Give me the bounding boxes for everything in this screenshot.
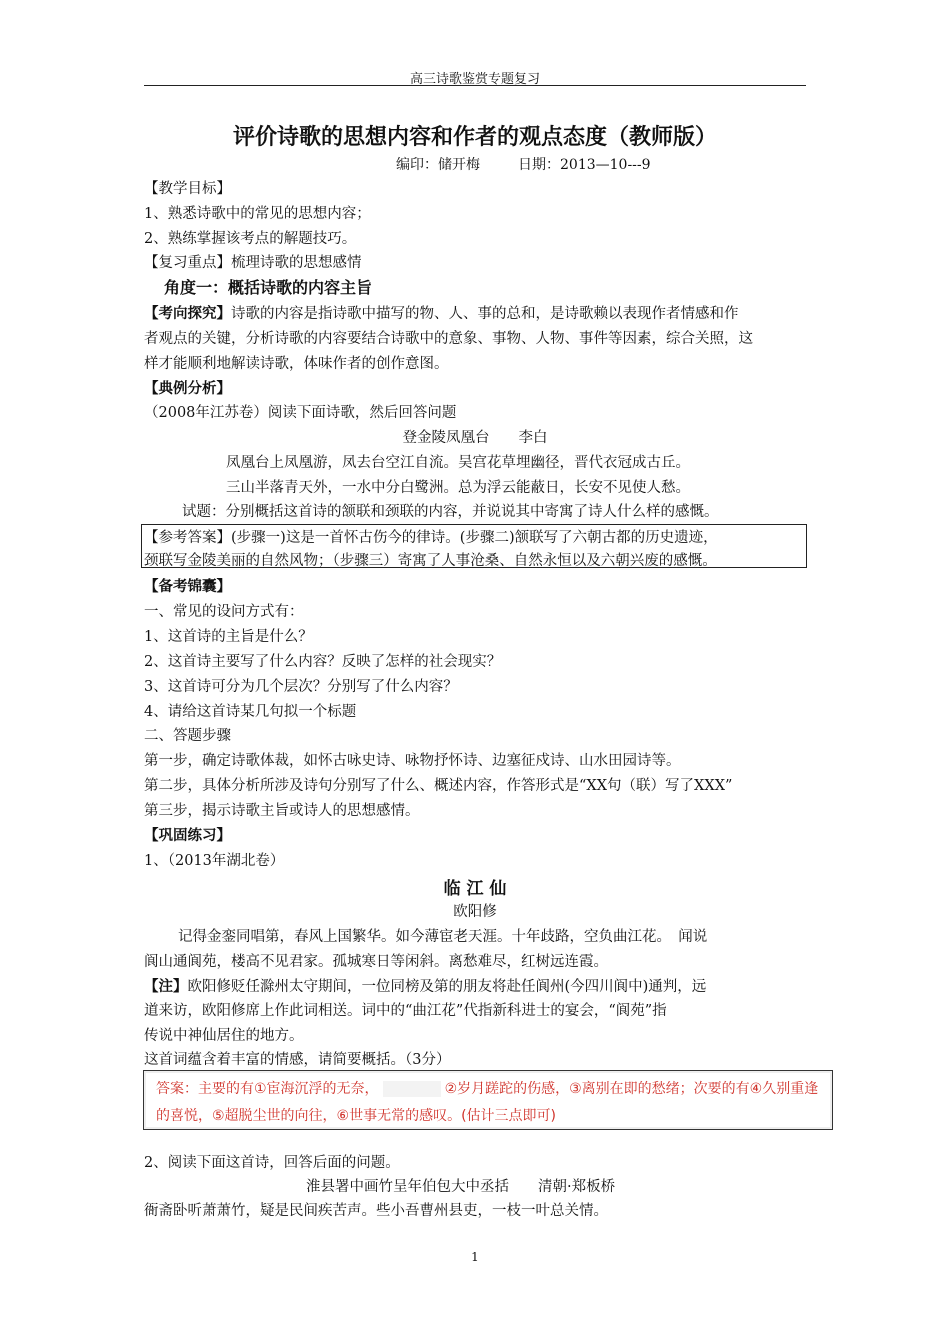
section-2: 二、答题步骤 [144,728,231,744]
header-rule [144,85,806,86]
meta-line [396,154,689,174]
question: 试题：分别概括这首诗的颔联和颈联的内容，并说说其中寄寓了诗人什么样的感慨。 [182,504,719,520]
step-3: 第三步，揭示诗歌主旨或诗人的思想感情。 [144,803,420,819]
probe-line-1 [144,302,739,323]
document-title: 评价诗歌的思想内容和作者的观点态度（教师版） [232,124,717,150]
red-answer-part-b: ②岁月蹉跎的伤感，③离别在即的愁绪；次要的有④久别重逢 [444,1081,819,1097]
probe-line-3: 样才能顺利地解读诗歌，体味作者的创作意图。 [144,356,449,372]
answer-image-box [143,1070,833,1130]
focus-line: 【复习重点】梳理诗歌的思想感情 [144,255,362,271]
red-answer-part-a: 答案：主要的有①宦海沉浮的无奈， [156,1081,379,1097]
ci-author: 欧阳修 [453,904,497,920]
poem-title: 登金陵凤凰台 李白 [402,430,548,446]
poem-line-1: 凤凰台上凤凰游，凤去台空江自流。吴宫花草埋幽径，晋代衣冠成古丘。 [226,455,690,471]
ci-title: 临 江 仙 [443,879,507,899]
answer-line-1: 【参考答案】(步骤一)这是一首怀古伤今的律诗。(步骤二)颔联写了六朝古都的历史遗迹， [144,530,718,546]
example-heading: 【典例分析】 [144,380,231,397]
goal-heading: 【教学目标】 [144,181,231,197]
ci-line-2: 阆山通阆苑，楼高不见君家。孤城寒日等闲斜。离愁难尽，红树远连霞。 [144,954,608,970]
step-2: 第二步，具体分析所涉及诗句分别写了什么、概述内容，作答形式是“XX句（联）写了XXX” [144,778,733,794]
poem2-line: 衙斋卧听萧萧竹，疑是民间疾苦声。些小吾曹州县吏，一枝一叶总关情。 [144,1203,608,1219]
question-type-1: 1、这首诗的主旨是什么？ [144,629,313,645]
poem2-title: 淮县署中画竹呈年伯包大中丞括 清朝·郑板桥 [306,1179,616,1195]
editor: 编印：储开梅 [396,157,480,173]
probe-text: 诗歌的内容是指诗歌中描写的物、人、事的总和，是诗歌赖以表现作者情感和作 [231,306,739,322]
probe-line-2: 者观点的关键，分析诗歌的内容要结合诗歌中的意象、事物、人物、事件等因素，综合关照，这 [144,331,753,347]
smudge [383,1081,441,1097]
red-answer-line-2: 的喜悦，⑤超脱尘世的向往，⑥世事无常的感叹。(估计三点即可) [156,1108,557,1124]
ask-line: 这首词蕴含着丰富的情感，请简要概括。（3分） [144,1052,451,1068]
probe-heading: 【考向探究】 [144,305,231,322]
page-number: 1 [471,1250,479,1264]
prep-heading: 【备考锦囊】 [144,578,231,595]
question-type-3: 3、这首诗可分为几个层次？分别写了什么内容？ [144,679,458,695]
section-1: 一、常见的设问方式有： [144,604,304,620]
page-header: 高三诗歌鉴赏专题复习 [409,72,540,87]
step-1: 第一步，确定诗歌体裁，如怀古咏史诗、咏物抒怀诗、边塞征戍诗、山水田园诗等。 [144,753,681,769]
example-source: （2008年江苏卷）阅读下面诗歌，然后回答问题 [144,405,457,421]
date: 日期：2013—10---9 [518,157,651,173]
answer-line-2: 颈联写金陵美丽的自然风物；（步骤三）寄寓了人事沧桑、自然永恒以及六朝兴废的感慨。 [144,553,717,569]
note-heading: 【注】 [144,978,188,995]
note-text: 欧阳修贬任滁州太守期间，一位同榜及第的朋友将赴任阆州(今四川阆中)通判，远 [187,979,707,995]
goal-1: 1、熟悉诗歌中的常见的思想内容； [144,206,371,222]
ci-line-1: 记得金銮同唱第，春风上国繁华。如今薄宦老天涯。十年歧路，空负曲江花。 闻说 [178,929,708,945]
red-answer-line-1 [156,1078,818,1098]
question-type-2: 2、这首诗主要写了什么内容？反映了怎样的社会现实？ [144,654,502,670]
practice-heading: 【巩固练习】 [144,827,231,844]
question-type-4: 4、请给这首诗某几句拟一个标题 [144,704,357,720]
angle-heading: 角度一：概括诗歌的内容主旨 [164,278,373,297]
goal-2: 2、熟练掌握该考点的解题技巧。 [144,231,357,247]
note-line-1 [144,975,706,996]
poem-line-2: 三山半落青天外，一水中分白鹭洲。总为浮云能蔽日，长安不见使人愁。 [226,480,690,496]
note-line-2: 道来访，欧阳修席上作此词相送。词中的“曲江花”代指新科进士的宴会，“阆苑”指 [144,1003,667,1019]
practice-2: 2、阅读下面这首诗，回答后面的问题。 [144,1155,400,1171]
note-line-3: 传说中神仙居住的地方。 [144,1028,304,1044]
practice-1: 1、（2013年湖北卷） [144,853,285,869]
